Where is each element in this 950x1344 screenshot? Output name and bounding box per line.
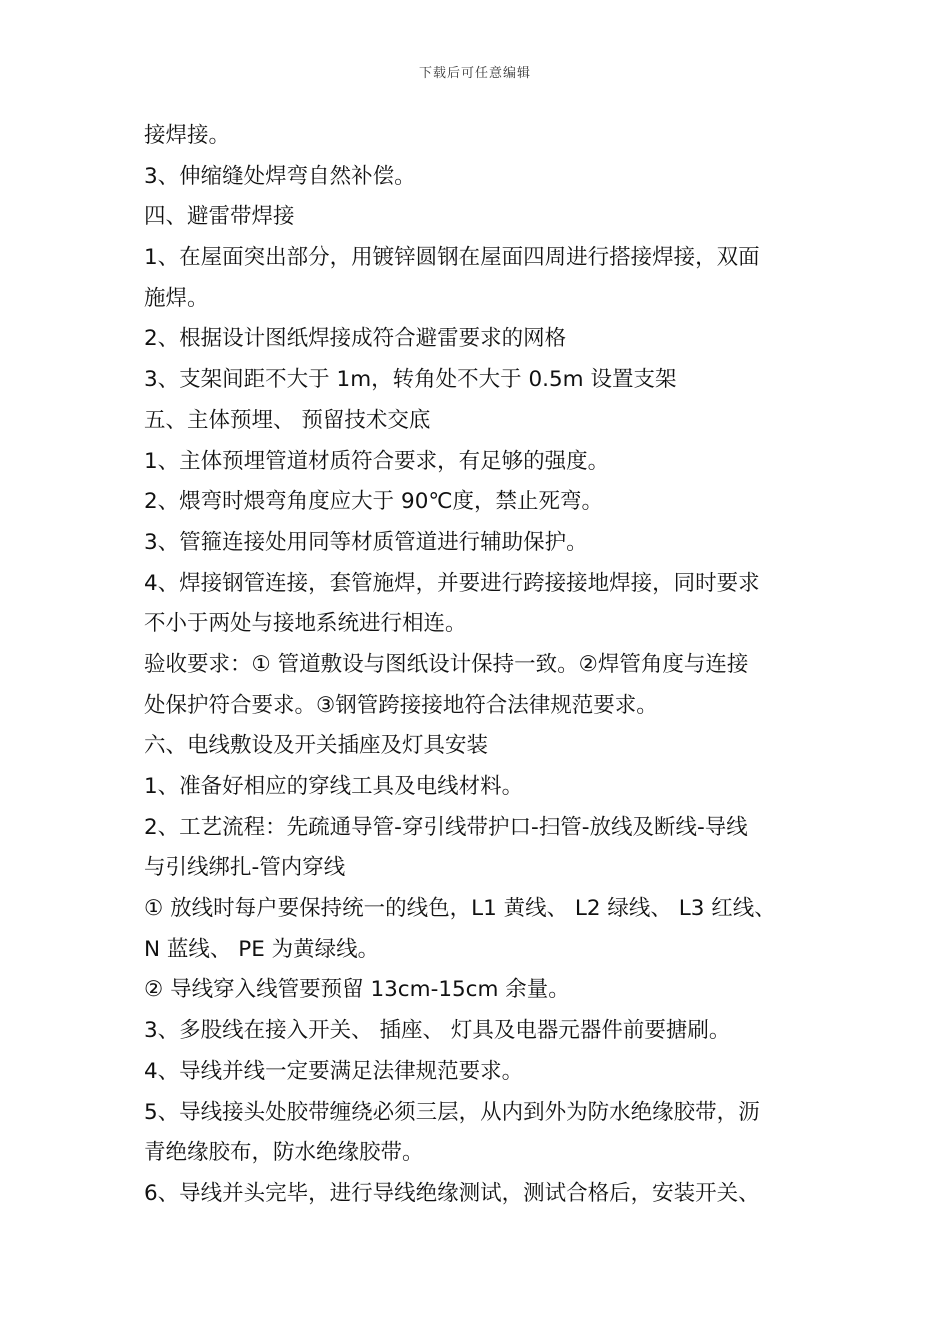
text-line: 验收要求：① 管道敷设与图纸设计保持一致。②焊管角度与连接 — [144, 651, 749, 677]
text-line: ② 导线穿入线管要预留 13cm-15cm 余量。 — [144, 977, 570, 1003]
text-line: 2、根据设计图纸焊接成符合避雷要求的网格 — [144, 326, 567, 352]
text-line: 2、煨弯时煨弯角度应大于 90℃度，禁止死弯。 — [144, 489, 604, 515]
text-line: 1、在屋面突出部分，用镀锌圆钢在屋面四周进行搭接焊接，双面 — [144, 245, 760, 271]
text-line: 3、伸缩缝处焊弯自然补偿。 — [144, 163, 416, 189]
text-line: 3、多股线在接入开关、 插座、 灯具及电器元器件前要搪刷。 — [144, 1018, 731, 1044]
text-line: N 蓝线、 PE 为黄绿线。 — [144, 936, 380, 962]
section-heading: 六、电线敷设及开关插座及灯具安装 — [144, 733, 489, 759]
text-line: 接焊接。 — [144, 123, 231, 148]
text-line: 2、工艺流程：先疏通导管-穿引线带护口-扫管-放线及断线-导线 — [144, 814, 748, 840]
body-text — [144, 116, 834, 1215]
text-line: 1、主体预埋管道材质符合要求，有足够的强度。 — [144, 448, 610, 474]
text-line: 施焊。 — [144, 285, 209, 311]
text-line: 3、管箍连接处用同等材质管道进行辅助保护。 — [144, 529, 588, 555]
text-line: 4、焊接钢管连接，套管施焊，并要进行跨接接地焊接，同时要求 — [144, 570, 760, 596]
section-heading: 四、避雷带焊接 — [144, 204, 295, 230]
text-line: 不小于两处与接地系统进行相连。 — [144, 611, 467, 637]
text-line: 青绝缘胶布，防水绝缘胶带。 — [144, 1140, 424, 1166]
text-line: 6、导线并头完毕，进行导线绝缘测试，测试合格后，安装开关、 — [144, 1180, 760, 1206]
text-line: 4、导线并线一定要满足法律规范要求。 — [144, 1058, 524, 1084]
text-line: 与引线绑扎-管内穿线 — [144, 855, 346, 881]
text-line: 5、导线接头处胶带缠绕必须三层，从内到外为防水绝缘胶带，沥 — [144, 1099, 760, 1125]
text-line: 3、支架间距不大于 1m，转角处不大于 0.5m 设置支架 — [144, 367, 677, 393]
section-heading: 五、主体预埋、 预留技术交底 — [144, 407, 431, 433]
text-line: 处保护符合要求。③钢管跨接接地符合法律规范要求。 — [144, 692, 658, 718]
text-line: 1、准备好相应的穿线工具及电线材料。 — [144, 774, 524, 799]
text-line: ① 放线时每户要保持统一的线色，L1 黄线、 L2 绿线、 L3 红线、 — [144, 896, 776, 922]
page-header: 下载后可任意编辑 — [418, 66, 531, 81]
